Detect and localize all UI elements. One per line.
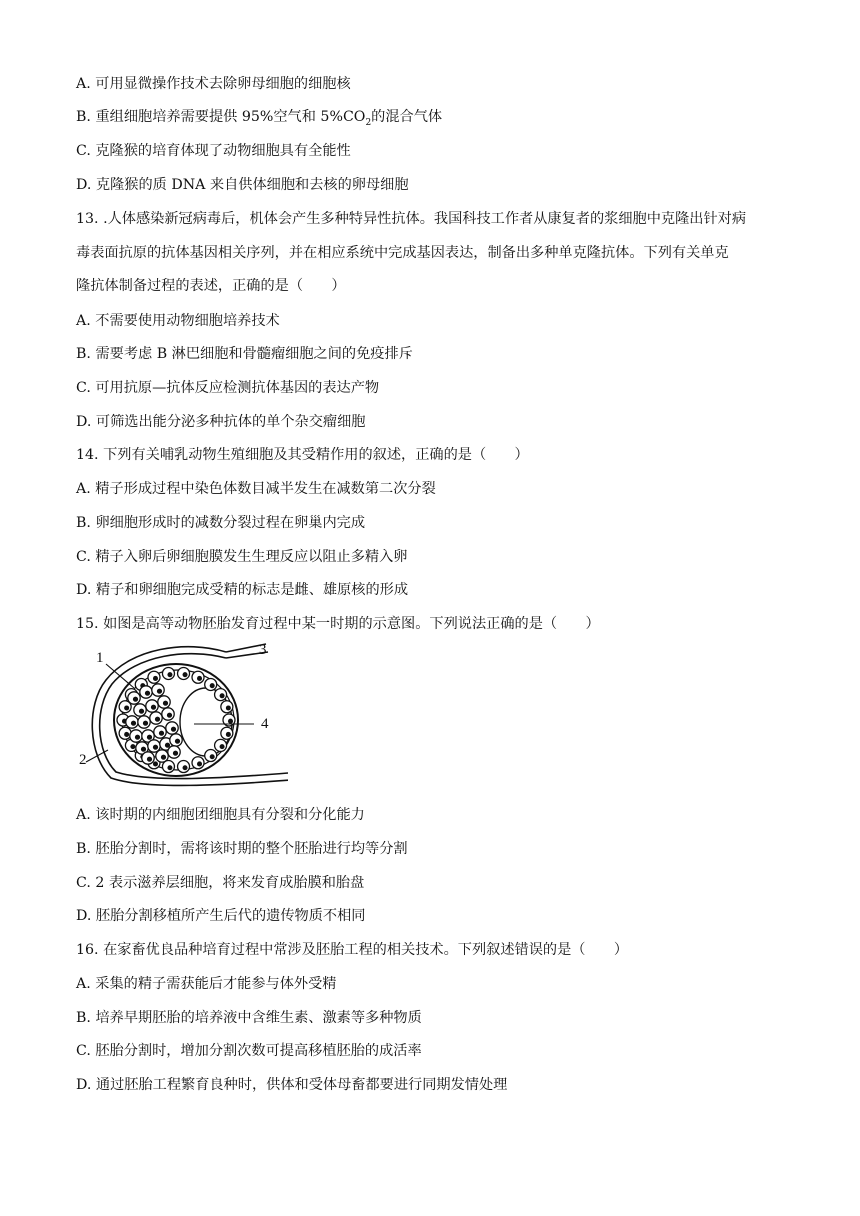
q13-stem-line-3: 隆抗体制备过程的表述，正确的是（ ）	[76, 278, 346, 294]
embryo-cell-nucleus	[167, 713, 172, 718]
embryo-cell-nucleus	[124, 705, 129, 710]
embryo-figure	[76, 640, 288, 790]
q14-stem: 14. 下列有关哺乳动物生殖细胞及其受精作用的叙述，正确的是（ ）	[76, 447, 529, 463]
q15-option-b: B. 胚胎分割时，需将该时期的整个胚胎进行均等分割	[76, 841, 408, 857]
figure-label-2: 2	[79, 752, 87, 768]
embryo-cell-nucleus	[155, 717, 160, 722]
embryo-cell-nucleus	[141, 747, 146, 752]
embryo-cell-nucleus	[159, 731, 164, 736]
q15-option-c: C. 2 表示滋养层细胞，将来发育成胎膜和胎盘	[76, 875, 365, 891]
q12-option-d: D. 克隆猴的质 DNA 来自供体细胞和去核的卵母细胞	[76, 177, 409, 193]
embryo-cell-nucleus	[151, 705, 156, 710]
embryo-cell-nucleus	[226, 732, 231, 737]
embryo-cell-nucleus	[226, 705, 231, 710]
embryo-cell-nucleus	[197, 761, 202, 766]
q15-option-d: D. 胚胎分割移植所产生后代的遗传物质不相同	[76, 908, 366, 924]
q13-option-c: C. 可用抗原—抗体反应检测抗体基因的表达产物	[76, 380, 380, 396]
q13-option-d: D. 可筛选出能分泌多种抗体的单个杂交瘤细胞	[76, 414, 366, 430]
embryo-cell-nucleus	[153, 676, 158, 681]
q16-option-d: D. 通过胚胎工程繁育良种时，供体和受体母畜都要进行同期发情处理	[76, 1077, 508, 1093]
embryo-cell-nucleus	[210, 683, 215, 688]
embryo-cell-nucleus	[145, 691, 150, 696]
embryo-cell-nucleus	[167, 672, 172, 677]
q16-option-a: A. 采集的精子需获能后才能参与体外受精	[76, 976, 337, 992]
embryo-cell-nucleus	[124, 732, 129, 737]
embryo-cell-nucleus	[197, 676, 202, 681]
embryo-cell-nucleus	[147, 735, 152, 740]
embryo-cell-nucleus	[161, 755, 166, 760]
embryo-cell-nucleus	[133, 697, 138, 702]
embryo-cell-nucleus	[220, 744, 225, 749]
q14-option-a: A. 精子形成过程中染色体数目减半发生在减数第二次分裂	[76, 481, 436, 497]
embryo-cell-nucleus	[130, 744, 135, 749]
embryo-cell-nucleus	[153, 761, 158, 766]
q16-option-c: C. 胚胎分割时，增加分割次数可提高移植胚胎的成活率	[76, 1043, 422, 1059]
q14-option-c: C. 精子入卵后卵细胞膜发生生理反应以阻止多精入卵	[76, 549, 408, 565]
figure-label-3: 3	[259, 642, 267, 658]
embryo-cell-nucleus	[167, 765, 172, 770]
embryo-cell-nucleus	[175, 739, 180, 744]
embryo-cell-nucleus	[220, 693, 225, 698]
q14-option-d: D. 精子和卵细胞完成受精的标志是雌、雄原核的形成	[76, 582, 409, 598]
embryo-cell-nucleus	[171, 727, 176, 732]
embryo-cell-nucleus	[153, 745, 158, 750]
q12-option-c: C. 克隆猴的培育体现了动物细胞具有全能性	[76, 143, 351, 159]
q12-option-b-text: B. 重组细胞培养需要提供 95%空气和 5%CO	[76, 109, 366, 125]
embryo-cell-nucleus	[143, 721, 148, 726]
q16-stem: 16. 在家畜优良品种培育过程中常涉及胚胎工程的相关技术。下列叙述错误的是（ ）	[76, 942, 629, 958]
q13-option-a: A. 不需要使用动物细胞培养技术	[76, 313, 280, 329]
embryo-cell-nucleus	[183, 765, 188, 770]
q16-option-b: B. 培养早期胚胎的培养液中含维生素、激素等多种物质	[76, 1010, 422, 1026]
figure-label-1: 1	[96, 650, 104, 666]
q13-stem-line-1: 13. .人体感染新冠病毒后，机体会产生多种特异性抗体。我国科技工作者从康复者的浆细胞中克隆出针对病	[76, 211, 747, 227]
q12-option-b-subscript: 2	[365, 117, 372, 128]
embryo-cell-nucleus	[131, 721, 136, 726]
q12-option-b-tail: 的混合气体	[371, 109, 443, 125]
embryo-drawing	[76, 640, 288, 790]
embryo-cell-nucleus	[157, 689, 162, 694]
q12-option-a: A. 可用显微操作技术去除卵母细胞的细胞核	[76, 76, 351, 92]
q12-option-b	[76, 108, 800, 132]
embryo-cell-nucleus	[210, 754, 215, 759]
embryo-cell-nucleus	[139, 709, 144, 714]
embryo-cell-nucleus	[173, 751, 178, 756]
q13-stem-line-2: 毒表面抗原的抗体基因相关序列，并在相应系统中完成基因表达，制备出多种单克隆抗体。下列有关单克	[76, 245, 729, 261]
embryo-cell-nucleus	[228, 719, 233, 724]
figure-label-4: 4	[261, 716, 269, 732]
q15-stem: 15. 如图是高等动物胚胎发育过程中某一时期的示意图。下列说法正确的是（ ）	[76, 616, 600, 632]
embryo-cell-nucleus	[183, 672, 188, 677]
q15-option-a: A. 该时期的内细胞团细胞具有分裂和分化能力	[76, 807, 365, 823]
embryo-cell-nucleus	[147, 757, 152, 762]
embryo-cell-nucleus	[135, 735, 140, 740]
q13-option-b: B. 需要考虑 B 淋巴细胞和骨髓瘤细胞之间的免疫排斥	[76, 346, 413, 362]
embryo-cell-nucleus	[163, 701, 168, 706]
q14-option-b: B. 卵细胞形成时的减数分裂过程在卵巢内完成	[76, 515, 366, 531]
